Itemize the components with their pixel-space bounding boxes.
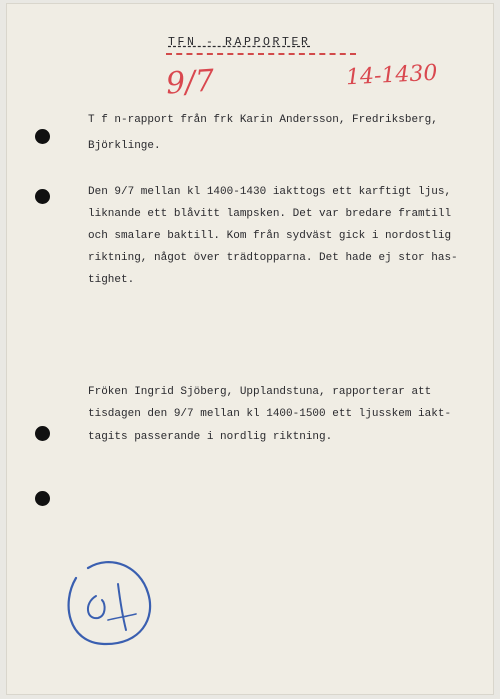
punch-hole [35, 491, 50, 506]
report-2-line-1: Fröken Ingrid Sjöberg, Upplandstuna, rapporterar att [88, 386, 432, 398]
page-title: TFN - RAPPORTER [168, 36, 311, 49]
report-2-line-2: tisdagen den 9/7 mellan kl 1400-1500 ett ljusskem iakt- [88, 408, 452, 420]
report-1-line-7: tighet. [88, 274, 135, 286]
punch-hole [35, 189, 50, 204]
report-1-line-4: liknande ett blåvitt lampsken. Det var bredare framtill [88, 208, 452, 220]
report-1-line-5: och smalare baktill. Kom från sydväst gick i nordostlig [88, 230, 452, 242]
report-1-line-1: T f n-rapport från frk Karin Andersson, Fredriksberg, [88, 114, 438, 126]
blue-circled-mark-icon [56, 548, 166, 658]
punch-hole [35, 129, 50, 144]
report-2-line-3: tagits passerande i nordlig riktning. [88, 431, 333, 443]
handwritten-time: 14-1430 [345, 60, 439, 91]
report-1-line-3: Den 9/7 mellan kl 1400-1430 iakttogs ett karftigt ljus, [88, 186, 452, 198]
report-1-line-6: riktning, något över trädtopparna. Det hade ej stor has- [88, 252, 458, 264]
document-page [6, 3, 494, 695]
punch-hole [35, 426, 50, 441]
title-red-underline [166, 53, 356, 55]
handwritten-date: 9/7 [164, 63, 216, 102]
report-1-line-2: Björklinge. [88, 140, 161, 152]
